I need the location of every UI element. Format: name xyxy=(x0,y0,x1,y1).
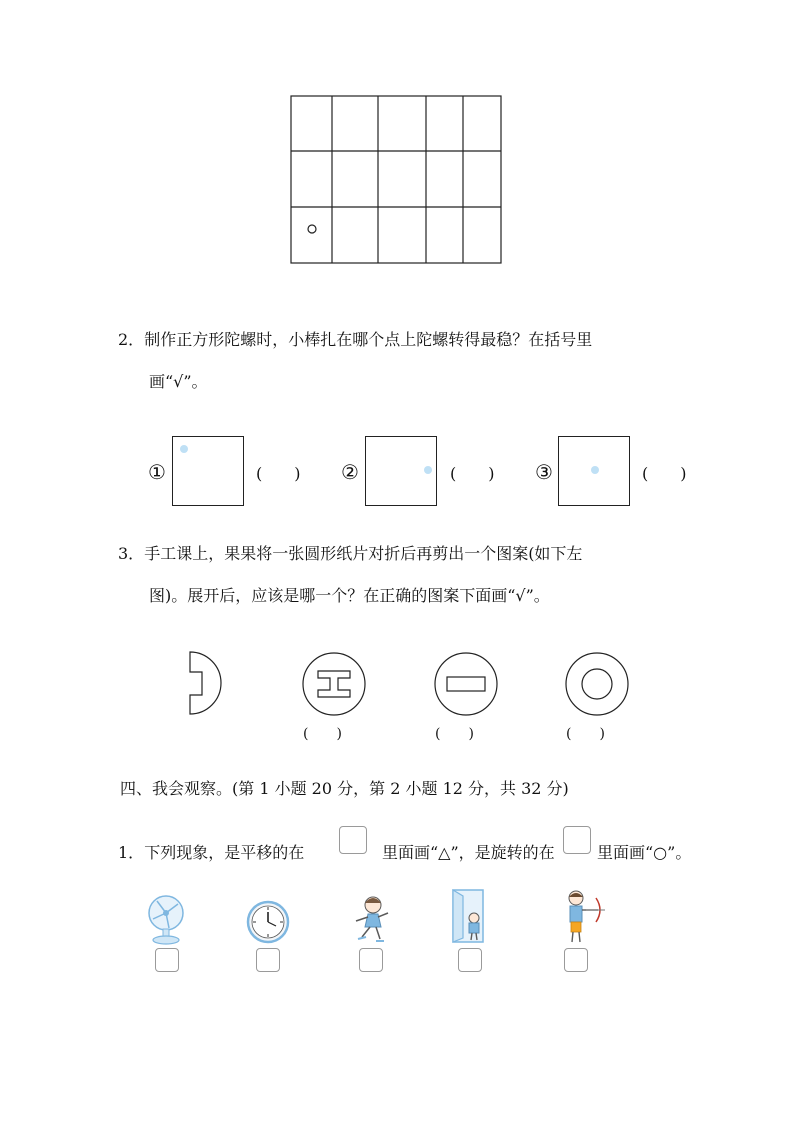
section-4-heading: 四、我会观察。(第 1 小题 20 分，第 2 小题 12 分，共 32 分) xyxy=(120,779,569,798)
answer-box-girl-skating[interactable] xyxy=(359,948,383,972)
q2-option-2-label: ② xyxy=(341,460,359,484)
q2-dot-3 xyxy=(591,466,599,474)
q3-answer-paren-2[interactable]: ( ) xyxy=(435,726,474,742)
answer-box-boy-door[interactable] xyxy=(458,948,482,972)
option-circle-rectangle xyxy=(433,651,499,717)
q2-answer-paren-1[interactable]: ( ) xyxy=(256,464,301,483)
clock-icon xyxy=(246,900,290,944)
s4q1-part3: 里面画“○”。 xyxy=(597,843,692,862)
q3-line1 xyxy=(118,544,582,564)
q3-answer-paren-3[interactable]: ( ) xyxy=(566,726,605,742)
q2-line2: 画“√”。 xyxy=(149,372,208,391)
answer-box-fan[interactable] xyxy=(155,948,179,972)
q2-square-1 xyxy=(172,436,244,506)
q2-option-1-label: ① xyxy=(148,460,166,484)
q2-option-3-label: ③ xyxy=(535,460,553,484)
q2-line1 xyxy=(118,330,592,350)
girl-skating-icon xyxy=(350,893,394,945)
q2-square-2 xyxy=(365,436,437,506)
q2-answer-paren-2[interactable]: ( ) xyxy=(450,464,495,483)
boy-door-icon xyxy=(449,888,489,944)
option-circle-ring xyxy=(564,651,630,717)
fan-icon xyxy=(145,893,187,945)
q2-answer-paren-3[interactable]: ( ) xyxy=(642,464,687,483)
small-circle-marker xyxy=(308,225,316,233)
q2-square-3 xyxy=(558,436,630,506)
folded-cutout-shape xyxy=(188,650,228,716)
q2-number: 2． xyxy=(118,330,145,349)
s4q1-number: 1． xyxy=(118,843,145,862)
top-grid xyxy=(290,95,503,265)
s4q1-part1: 下列现象，是平移的在 xyxy=(144,843,305,862)
q3-number: 3． xyxy=(118,544,145,563)
s4q1-inline-box-circle xyxy=(563,826,591,854)
answer-box-clock[interactable] xyxy=(256,948,280,972)
s4q1-inline-box-triangle xyxy=(339,826,367,854)
q2-text-1: 制作正方形陀螺时，小棒扎在哪个点上陀螺转得最稳？在括号里 xyxy=(144,330,593,349)
q2-dot-1 xyxy=(180,445,188,453)
q2-dot-2 xyxy=(424,466,432,474)
q3-line2: 图)。展开后，应该是哪一个？在正确的图案下面画“√”。 xyxy=(149,586,550,605)
q3-text-1: 手工课上，果果将一张圆形纸片对折后再剪出一个图案(如下左 xyxy=(144,544,583,563)
s4q1-part2: 里面画“△”，是旋转的在 xyxy=(382,843,555,862)
answer-box-boy-archery[interactable] xyxy=(564,948,588,972)
s4q1-text-start xyxy=(118,843,304,863)
option-circle-i-beam xyxy=(301,651,367,717)
q3-answer-paren-1[interactable]: ( ) xyxy=(303,726,342,742)
boy-archery-icon xyxy=(556,888,606,944)
